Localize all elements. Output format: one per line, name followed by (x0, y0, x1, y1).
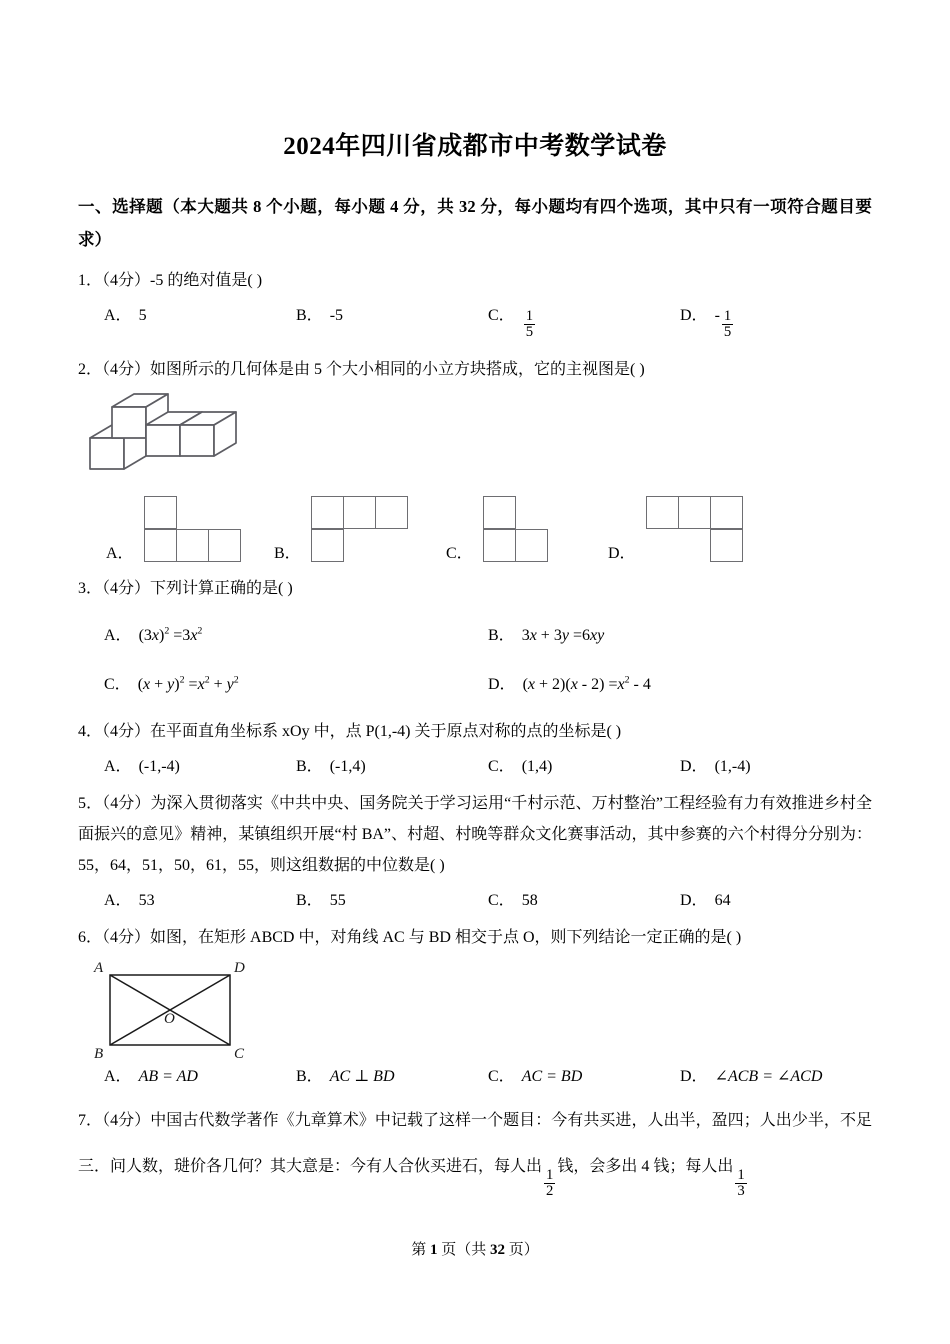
option-formula: 3x + 3y =6xy (521, 627, 605, 644)
question-6-option-a[interactable] (104, 1063, 296, 1086)
option-text: ∠ACB = ∠ACD (714, 1068, 823, 1085)
option-label: A． (104, 758, 132, 775)
question-1-option-b[interactable] (296, 302, 488, 340)
option-text: -5 (329, 307, 344, 324)
option-text: 5 (138, 307, 147, 324)
option-label: C． (488, 892, 515, 909)
question-1 (78, 265, 872, 296)
question-3-marks: （4分） (102, 580, 151, 597)
question-4-option-c[interactable] (488, 753, 680, 776)
option-label: A． (106, 545, 134, 562)
question-3-number: 3． (78, 580, 103, 597)
question-1-number: 1． (78, 272, 103, 289)
question-1-option-c[interactable] (488, 302, 680, 340)
shape-top-left-plus-three-bottom (144, 496, 244, 563)
question-4-number: 4． (78, 723, 103, 740)
question-7-stem-part2: 钱，会多出 4 钱；每人出 (557, 1158, 734, 1175)
question-7-number: 7． (78, 1112, 103, 1129)
rectangle-abcd-diagram-icon (88, 957, 258, 1061)
option-label: D． (680, 758, 708, 775)
footer-middle: 页（共 (441, 1242, 487, 1258)
option-text: (-1,-4) (138, 758, 180, 775)
question-2-number: 2． (78, 361, 103, 378)
question-6-stem: 如图，在矩形 ABCD 中，对角线 AC 与 BD 相交于点 O，则下列结论一定正确的是( ) (150, 929, 742, 946)
option-label: D． (680, 892, 708, 909)
question-2-option-d[interactable] (608, 496, 746, 563)
question-2-marks: （4分） (102, 361, 151, 378)
vertex-label-o: O (164, 1011, 175, 1027)
option-text: AB = AD (138, 1068, 198, 1085)
option-text: (-1,4) (329, 758, 366, 775)
question-1-option-a[interactable] (104, 302, 296, 340)
question-5-option-b[interactable] (296, 887, 488, 910)
question-7 (78, 1098, 872, 1199)
question-2-stem: 如图所示的几何体是由 5 个大小相同的小立方块搭成，它的主视图是( ) (150, 361, 645, 378)
question-1-option-d[interactable] (680, 302, 872, 340)
option-label: B． (296, 1068, 323, 1085)
option-text: (1,-4) (714, 758, 751, 775)
footer-total-pages: 32 (490, 1242, 505, 1258)
option-label: A． (104, 627, 132, 644)
question-4-option-b[interactable] (296, 753, 488, 776)
fraction-one-half: $\frac{1}{2}$ (546, 1167, 554, 1200)
option-text: 55 (329, 892, 346, 909)
fraction-one-third: $\frac{1}{3}$ (737, 1167, 745, 1200)
option-label: C． (488, 758, 515, 775)
question-3-stem: 下列计算正确的是( ) (150, 580, 293, 597)
question-6-option-c[interactable] (488, 1063, 680, 1086)
option-label: D． (680, 307, 708, 324)
option-text: AC = BD (521, 1068, 583, 1085)
question-2-option-a[interactable] (106, 496, 244, 563)
question-1-stem: -5 的绝对值是( ) (150, 272, 263, 289)
option-text: (1,4) (521, 758, 553, 775)
question-3-options-row1 (78, 622, 872, 645)
footer-prefix: 第 (411, 1242, 427, 1258)
question-5 (78, 788, 872, 881)
question-4-stem: 在平面直角坐标系 xOy 中，点 P(1,-4) 关于原点对称的点的坐标是( ) (150, 723, 622, 740)
question-5-number: 5． (78, 795, 103, 812)
question-4-marks: （4分） (102, 723, 151, 740)
question-5-stem: 为深入贯彻落实《中共中央、国务院关于学习运用“千村示范、万村整治”工程经验有力有效推进乡村全面振兴的意见》精神，某镇组织开展“村 BA”、村超、村晚等群众文化赛事活动，其中参赛的六个村得分分别为：55，64，51，50，61，55，则这组数据的中位数是( ) (78, 795, 872, 874)
shape-three-top-plus-bottom-left (311, 496, 411, 563)
question-3-option-d[interactable] (488, 671, 872, 694)
vertex-label-d: D (234, 960, 245, 976)
question-4-option-d[interactable] (680, 753, 872, 776)
option-formula: $(x + y)^2 =x^2 + y^2$ (137, 674, 239, 693)
option-label: B． (274, 545, 301, 562)
question-4-options (78, 753, 872, 776)
question-1-marks: （4分） (102, 272, 151, 289)
shape-three-top-plus-bottom-right (646, 496, 746, 563)
vertex-label-a: A (94, 960, 104, 976)
fraction-one-fifth: $\frac{1}{5}$ (525, 308, 534, 340)
option-label: B． (296, 892, 323, 909)
question-6-option-d[interactable] (680, 1063, 872, 1086)
shape-top-left-plus-two-bottom (483, 496, 551, 563)
option-label: B． (488, 627, 515, 644)
question-3-options-row2 (78, 671, 872, 694)
footer-page-number: 1 (429, 1242, 438, 1258)
question-5-option-c[interactable] (488, 887, 680, 910)
question-2-option-b[interactable] (274, 496, 411, 563)
question-6-marks: （4分） (102, 929, 151, 946)
question-2-figure-wrap (78, 391, 872, 475)
question-3-option-b[interactable] (488, 622, 872, 645)
question-2-options (78, 477, 872, 563)
option-label: B． (296, 307, 323, 324)
question-4 (78, 716, 872, 747)
question-5-options (78, 887, 872, 910)
option-text: 53 (138, 892, 155, 909)
question-3-option-a[interactable] (104, 622, 488, 645)
option-label: A． (104, 1068, 132, 1085)
page-footer (0, 1238, 950, 1259)
option-text: 64 (714, 892, 731, 909)
option-label: C． (488, 307, 515, 324)
question-6-figure-wrap (78, 955, 872, 1063)
fraction-one-fifth: $\frac{1}{5}$ (723, 308, 732, 340)
option-label: C． (104, 676, 131, 693)
vertex-label-b: B (94, 1046, 104, 1061)
question-7-stem-part1: 中国古代数学著作《九章算术》中记载了这样一个题目：今有共买进，人出半，盈四；人出少半，不足三．问人数，琎价各几何？其大意是：今有人合伙买进石，每人出 (78, 1112, 872, 1175)
option-text: 58 (521, 892, 538, 909)
page-title: 2024年四川省成都市中考数学试卷 (283, 133, 667, 160)
question-3 (78, 573, 872, 604)
option-label: C． (446, 545, 473, 562)
question-3-option-c[interactable] (104, 671, 488, 694)
question-7-marks: （4分） (102, 1112, 151, 1129)
question-6-options (78, 1063, 872, 1086)
option-label: A． (104, 307, 132, 324)
option-formula: $(3x)^2 =3x^2$ (138, 625, 203, 644)
option-formula: $(x + 2)(x - 2) =x^2 - 4$ (522, 674, 651, 693)
option-label: B． (296, 758, 323, 775)
question-6-number: 6． (78, 929, 103, 946)
isometric-cubes-icon (86, 391, 246, 475)
section-heading: 一、选择题（本大题共 8 个小题，每小题 4 分，共 32 分，每小题均有四个选项，其中只有一项符合题目要求） (78, 197, 872, 249)
question-5-option-a[interactable] (104, 887, 296, 910)
minus-sign: - (714, 307, 720, 324)
question-4-option-a[interactable] (104, 753, 296, 776)
question-1-options (78, 302, 872, 340)
vertex-label-c: C (234, 1046, 245, 1061)
question-6-option-b[interactable] (296, 1063, 488, 1086)
option-label: D． (488, 676, 516, 693)
question-5-option-d[interactable] (680, 887, 872, 910)
question-6 (78, 922, 872, 953)
footer-suffix: 页） (508, 1242, 539, 1258)
question-5-marks: （4分） (102, 795, 151, 812)
option-label: A． (104, 892, 132, 909)
question-2 (78, 354, 872, 385)
option-label: D． (608, 545, 636, 562)
option-text: AC ⊥ BD (329, 1068, 395, 1085)
option-label: C． (488, 1068, 515, 1085)
option-label: D． (680, 1068, 708, 1085)
question-2-option-c[interactable] (446, 496, 551, 563)
